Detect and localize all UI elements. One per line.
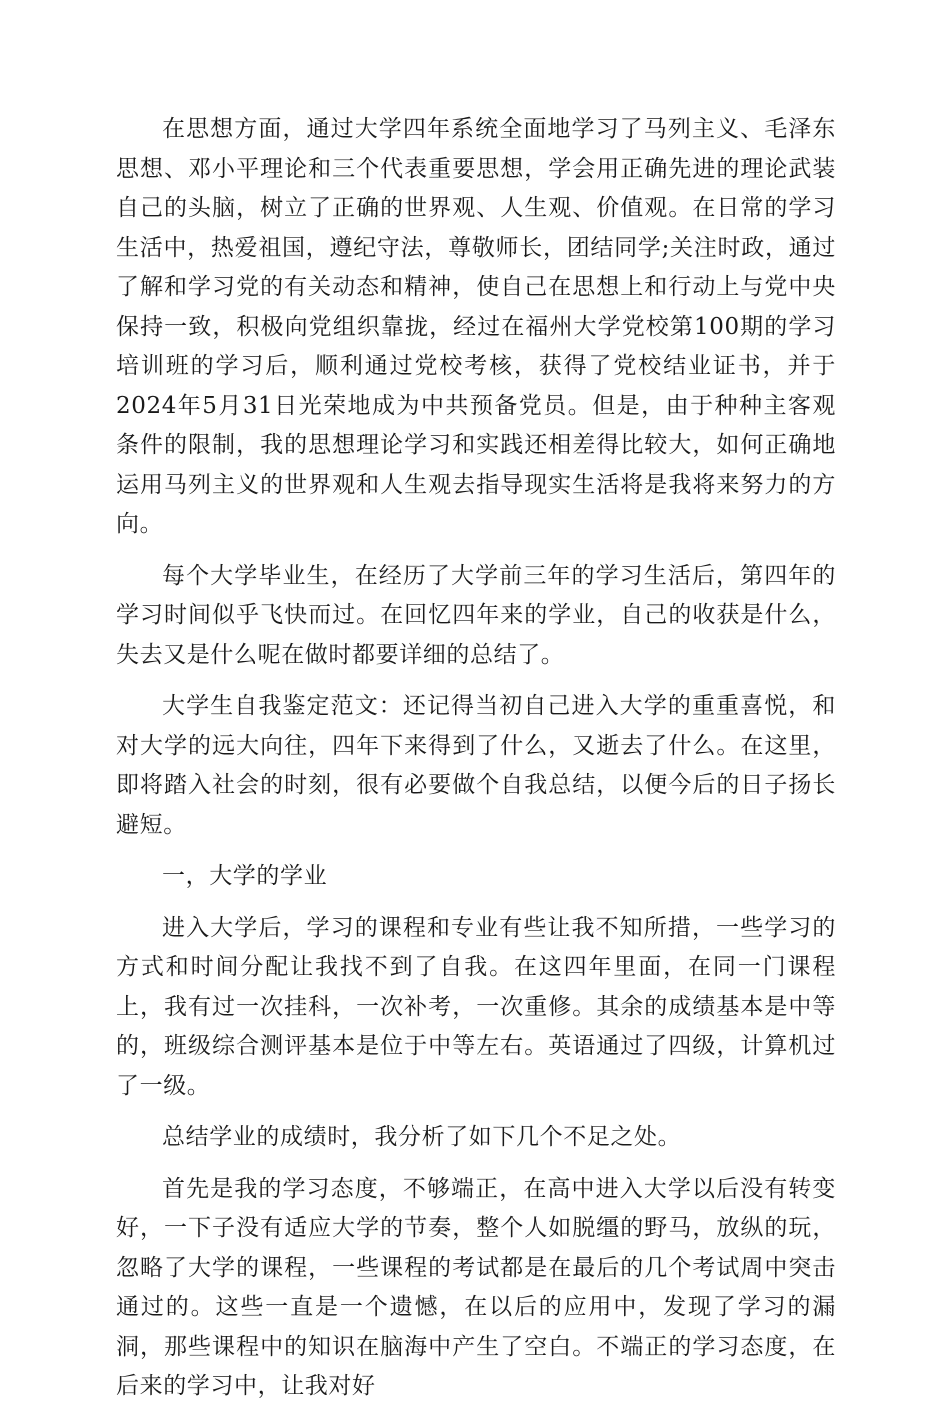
section-heading-studies: 一，大学的学业 — [162, 863, 328, 889]
document-body — [116, 110, 836, 1419]
paragraph-ideology: 在思想方面，通过大学四年系统全面地学习了马列主义、毛泽东思想、邓小平理论和三个代表重要思想，学会用正确先进的理论武装自己的头脑，树立了正确的世界观、人生观、价值观。在日常的学习生活中，热爱祖国，遵纪守法，尊敬师长，团结同学;关注时政，通过了解和学习党的有关动态和精神，使自己在思想上和行动上与党中央保持一致，积极向党组织靠拢，经过在福州大学党校第100期的学习培训班的学习后，顺利通过党校考核，获得了党校结业证书，并于2024年5月31日光荣地成为中共预备党员。但是，由于种种主客观条件的限制，我的思想理论学习和实践还相差得比较大，如何正确地运用马列主义的世界观和人生观去指导现实生活将是我将来努力的方向。 — [116, 116, 836, 537]
paragraph-graduate-review: 每个大学毕业生，在经历了大学前三年的学习生活后，第四年的学习时间似乎飞快而过。在回忆四年来的学业，自己的收获是什么，失去又是什么呢在做时都要详细的总结了。 — [116, 562, 836, 668]
paragraph-self-appraisal-intro: 大学生自我鉴定范文：还记得当初自己进入大学的重重喜悦，和对大学的远大向往，四年下来得到了什么，又逝去了什么。在这里，即将踏入社会的时刻，很有必要做个自我总结，以便今后的日子扬长避短。 — [116, 693, 836, 838]
paragraph-study-attitude: 首先是我的学习态度，不够端正，在高中进入大学以后没有转变好，一下子没有适应大学的节奏，整个人如脱缰的野马，放纵的玩，忽略了大学的课程，一些课程的考试都是在最后的几个考试周中突击通过的。这些一直是一个遗憾，在以后的应用中，发现了学习的漏洞，那些课程中的知识在脑海中产生了空白。不端正的学习态度，在后来的学习中，让我对好 — [116, 1175, 836, 1399]
paragraph-shortcomings-intro: 总结学业的成绩时，我分析了如下几个不足之处。 — [162, 1124, 682, 1150]
paragraph-studies: 进入大学后，学习的课程和专业有些让我不知所措，一些学习的方式和时间分配让我找不到了自我。在这四年里面，在同一门课程上，我有过一次挂科，一次补考，一次重修。其余的成绩基本是中等的，班级综合测评基本是位于中等左右。英语通过了四级，计算机过了一级。 — [116, 914, 836, 1099]
